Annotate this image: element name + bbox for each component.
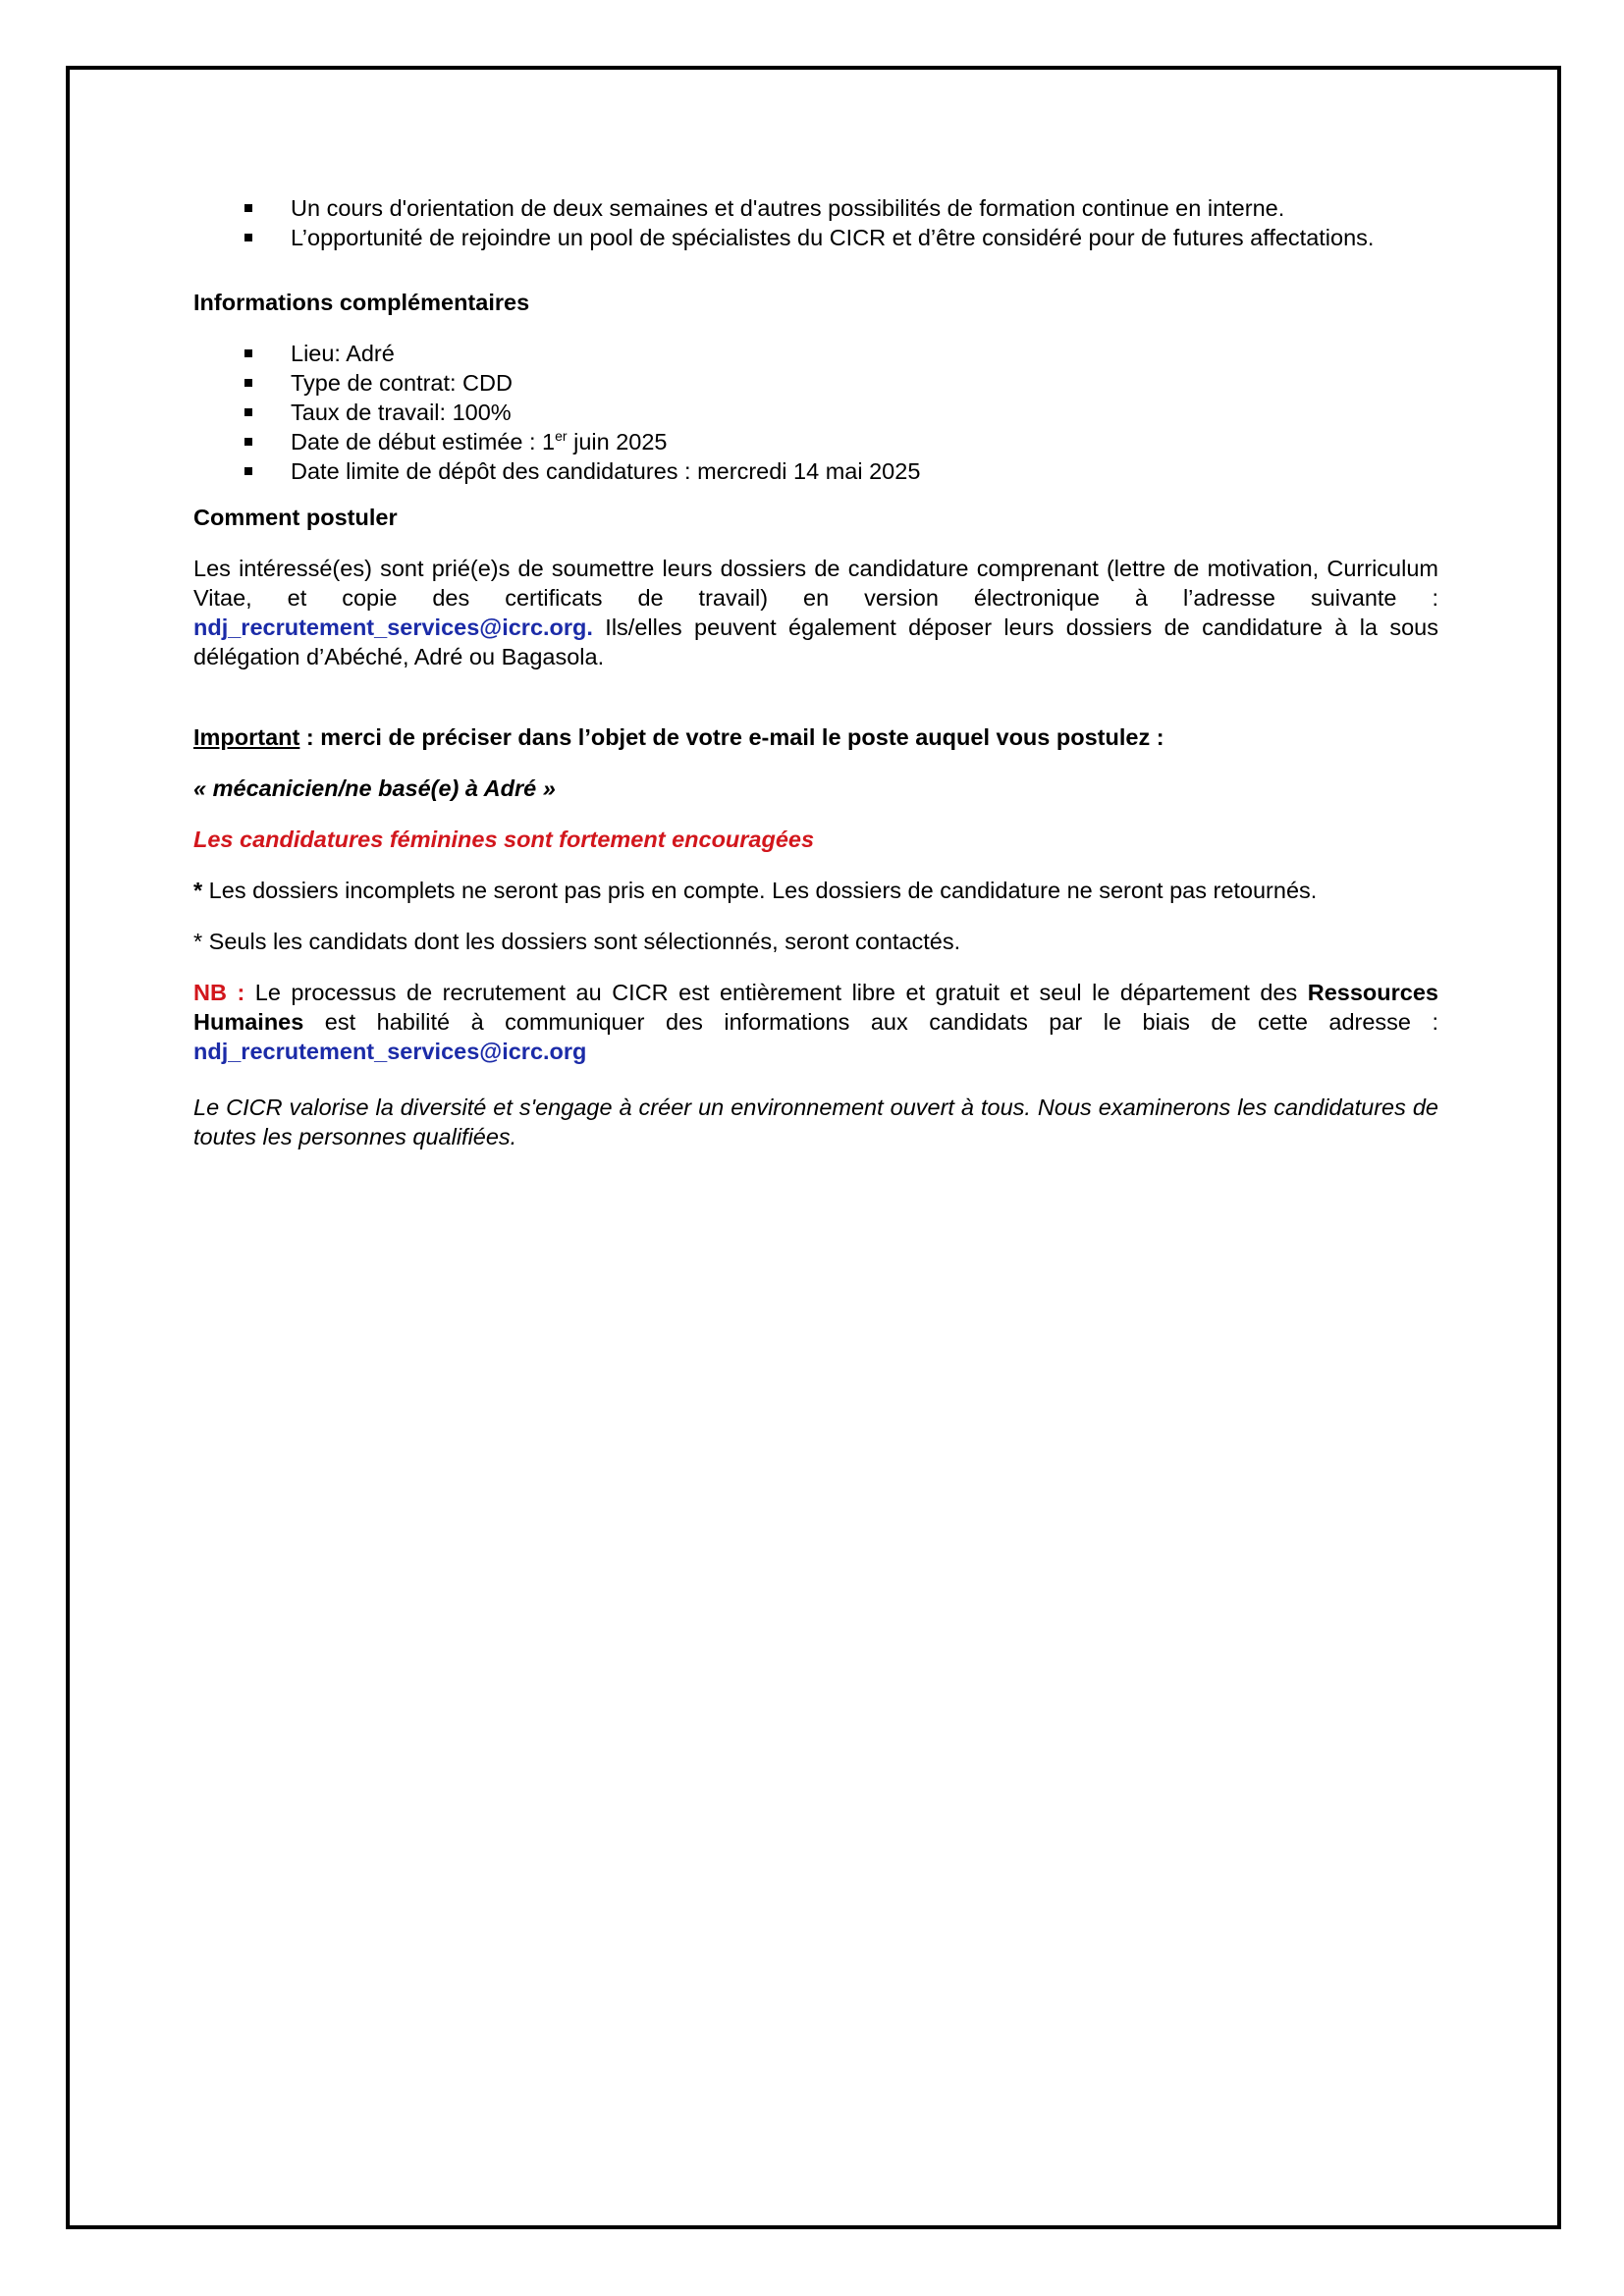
list-item: Date limite de dépôt des candidatures : mercredi 14 mai 2025	[244, 456, 1438, 486]
list-item: Type de contrat: CDD	[244, 368, 1438, 398]
list-item: Date de début estimée : 1er juin 2025	[244, 427, 1438, 456]
apply-paragraph: Les intéressé(es) sont prié(e)s de soumettre leurs dossiers de candidature comprenant (lettre de motivation, Curriculum Vitae, et copie des certificats de travail) en version électronique à l’adresse suivante : ndj_recrutement_services@icrc.org. Ils/elles peuvent également déposer leurs dossiers de candidature à la sous délégation d’Abéché, Adré ou Bagasola.	[193, 556, 1438, 669]
apply-heading: Comment postuler	[193, 505, 398, 530]
bullet-square-icon	[244, 234, 252, 241]
document-body	[193, 193, 1438, 1151]
info-list	[193, 339, 1438, 486]
note-incomplete: * Les dossiers incomplets ne seront pas pris en compte. Les dossiers de candidature ne seront pas retournés.	[193, 878, 1318, 903]
important-note: Important : merci de préciser dans l’objet de votre e-mail le poste auquel vous postulez :	[193, 724, 1164, 750]
email-subject: « mécanicien/ne basé(e) à Adré »	[193, 775, 556, 801]
list-item: Lieu: Adré	[244, 339, 1438, 368]
note-selected: * Seuls les candidats dont les dossiers sont sélectionnés, seront contactés.	[193, 929, 961, 954]
list-item: Taux de travail: 100%	[244, 398, 1438, 427]
bullet-square-icon	[244, 467, 252, 475]
bullet-square-icon	[244, 438, 252, 446]
list-item: Un cours d'orientation de deux semaines et d'autres possibilités de formation continue en interne.	[244, 193, 1438, 223]
bullet-square-icon	[244, 408, 252, 416]
list-item: L’opportunité de rejoindre un pool de spécialistes du CICR et d’être considéré pour de futures affectations.	[244, 223, 1438, 252]
bullet-square-icon	[244, 349, 252, 357]
feminine-note: Les candidatures féminines sont fortement encouragées	[193, 827, 815, 852]
bullet-square-icon	[244, 204, 252, 212]
diversity-statement: Le CICR valorise la diversité et s'engage à créer un environnement ouvert à tous. Nous examinerons les candidatures de toutes les personnes qualifiées.	[193, 1095, 1438, 1149]
nb-paragraph: NB : Le processus de recrutement au CICR est entièrement libre et gratuit et seul le département des Ressources Humaines est habilité à communiquer des informations aux candidats par le biais de cette adresse : ndj_recrutement_services@icrc.org	[193, 980, 1438, 1064]
email-link[interactable]: ndj_recrutement_services@icrc.org	[193, 1039, 587, 1064]
benefits-list	[193, 193, 1438, 252]
info-heading: Informations complémentaires	[193, 290, 530, 315]
bullet-square-icon	[244, 379, 252, 387]
email-link[interactable]: ndj_recrutement_services@icrc.org.	[193, 614, 593, 640]
